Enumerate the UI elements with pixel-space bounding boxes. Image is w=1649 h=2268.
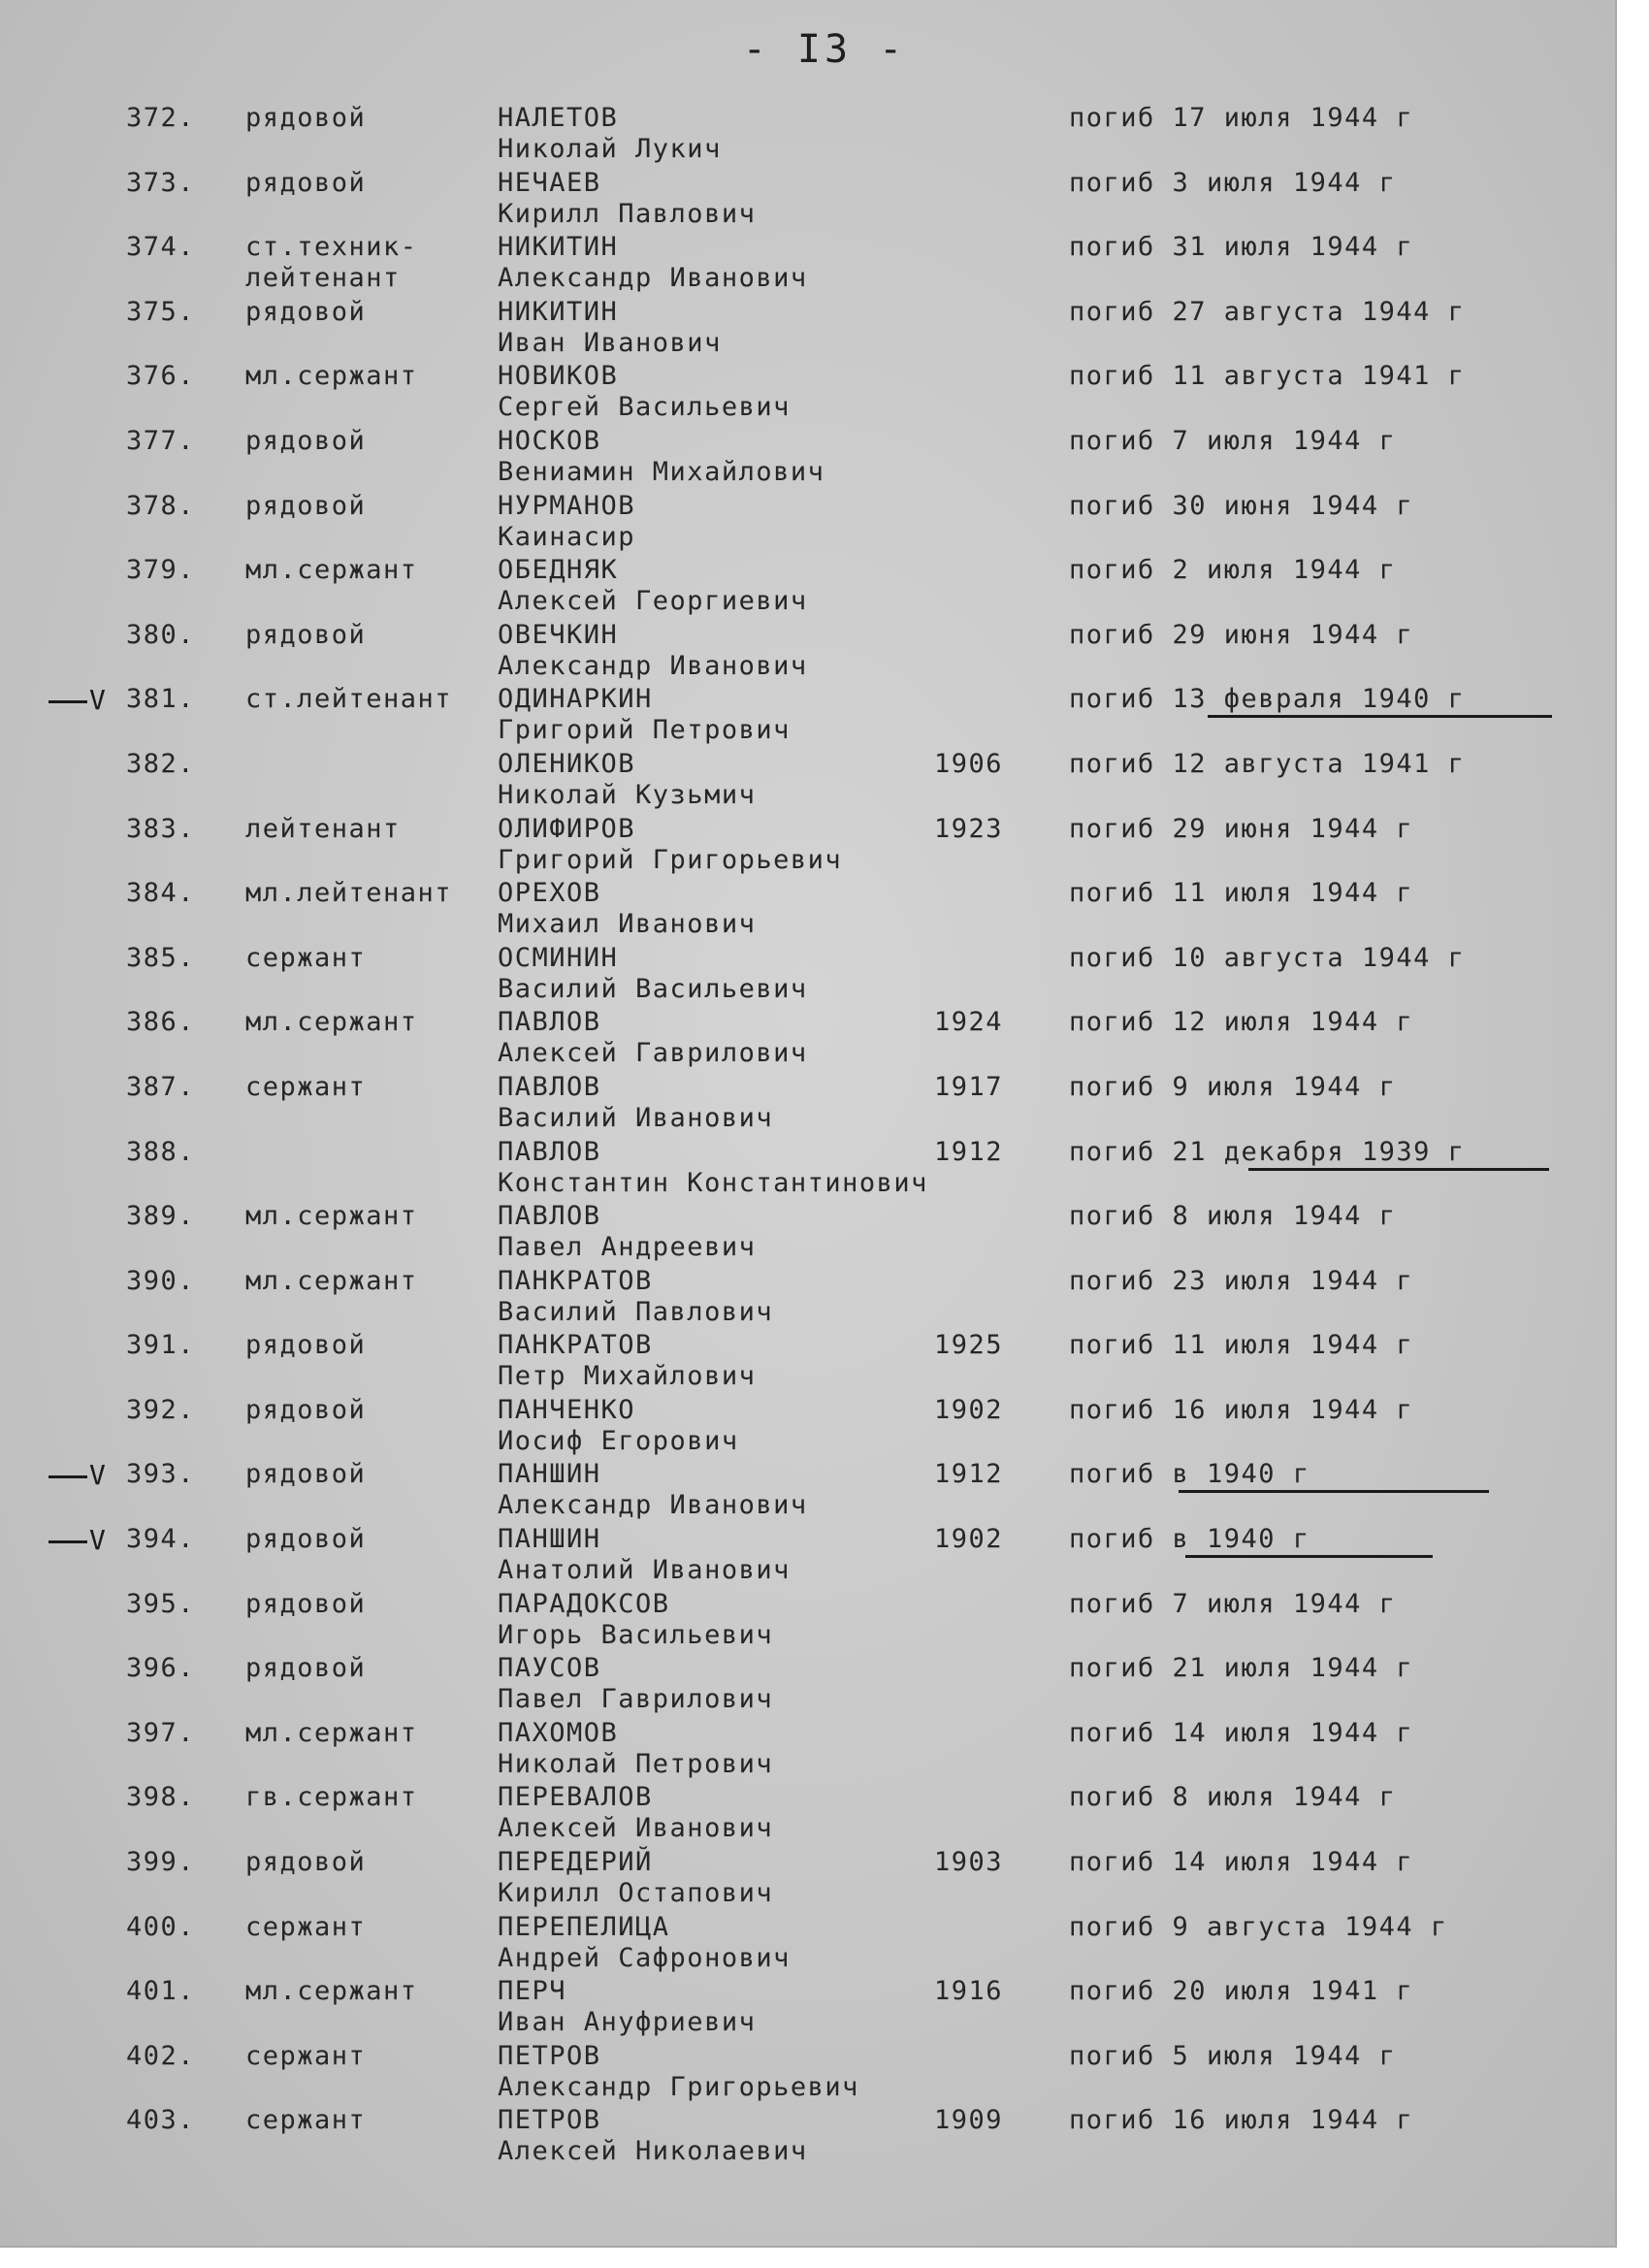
- record-num: 372.: [126, 103, 196, 133]
- record-rank: рядовой: [245, 1653, 367, 1684]
- record-fate: погиб 16 июля 1944 г: [1069, 1394, 1414, 1425]
- record-given: Павел Гаврилович: [498, 1684, 774, 1715]
- record-rank: рядовой: [245, 1588, 367, 1619]
- record-given: Петр Михайлович: [498, 1361, 757, 1392]
- record-surname: ПАУСОВ: [498, 1653, 601, 1684]
- record-num: 401.: [126, 1976, 196, 2007]
- list-item: [0, 1778, 1615, 1843]
- record-surname: ПЕТРОВ: [498, 2105, 601, 2136]
- record-year: 1924: [934, 1007, 1004, 1038]
- record-surname: ПАНШИН: [498, 1524, 601, 1555]
- record-num: 374.: [126, 232, 196, 263]
- record-fate: погиб 23 июля 1944 г: [1069, 1265, 1414, 1296]
- record-fate: погиб в 1940 г: [1069, 1524, 1310, 1555]
- record-fate: погиб 7 июля 1944 г: [1069, 425, 1397, 456]
- record-surname: ОДИНАРКИН: [498, 684, 653, 715]
- record-num: 378.: [126, 490, 196, 521]
- record-given: Василий Васильевич: [498, 973, 808, 1004]
- list-item: [0, 1197, 1615, 1262]
- record-rank: рядовой: [245, 1330, 367, 1361]
- record-given: Анатолий Иванович: [498, 1555, 791, 1586]
- list-item: [0, 1520, 1615, 1585]
- list-item: [0, 1003, 1615, 1068]
- record-given: Николай Лукич: [498, 134, 722, 164]
- list-item: [0, 2037, 1615, 2102]
- record-num: 373.: [126, 167, 196, 198]
- record-surname: ПАВЛОВ: [498, 1007, 601, 1038]
- record-rank: рядовой: [245, 296, 367, 327]
- record-given: Алексей Иванович: [498, 1813, 774, 1844]
- record-surname: ОВЕЧКИН: [498, 619, 619, 650]
- record-rank: мл.сержант: [245, 1976, 418, 2007]
- record-fate: погиб 5 июля 1944 г: [1069, 2040, 1397, 2071]
- record-given: Кирилл Остапович: [498, 1878, 774, 1909]
- record-surname: ОБЕДНЯК: [498, 555, 619, 586]
- record-given: Вениамин Михайлович: [498, 456, 825, 487]
- record-rank: рядовой: [245, 425, 367, 456]
- record-year: 1925: [934, 1330, 1004, 1361]
- record-fate: погиб 11 июля 1944 г: [1069, 878, 1414, 909]
- record-given: Павел Андреевич: [498, 1232, 757, 1263]
- record-num: 395.: [126, 1588, 196, 1619]
- record-rank: мл.сержант: [245, 361, 418, 392]
- record-given: Алексей Георгиевич: [498, 586, 808, 617]
- record-fate: погиб 2 июля 1944 г: [1069, 555, 1397, 586]
- record-fate: погиб 11 августа 1941 г: [1069, 361, 1466, 392]
- record-num: 383.: [126, 813, 196, 844]
- record-fate: погиб 12 августа 1941 г: [1069, 748, 1466, 779]
- record-surname: ОРЕХОВ: [498, 878, 601, 909]
- record-surname: ПЕРЧ: [498, 1976, 567, 2007]
- record-num: 403.: [126, 2105, 196, 2136]
- record-rank: мл.лейтенант: [245, 878, 453, 909]
- record-fate: погиб 16 июля 1944 г: [1069, 2105, 1414, 2136]
- handwritten-underline: [1248, 1168, 1549, 1171]
- record-num: 400.: [126, 1911, 196, 1942]
- record-num: 386.: [126, 1007, 196, 1038]
- record-rank: рядовой: [245, 619, 367, 650]
- list-item: [0, 2101, 1615, 2166]
- record-num: 393.: [126, 1459, 196, 1490]
- record-num: 382.: [126, 748, 196, 779]
- record-surname: ПАРАДОКСОВ: [498, 1588, 670, 1619]
- record-num: 379.: [126, 555, 196, 586]
- record-fate: погиб 10 августа 1944 г: [1069, 942, 1466, 973]
- record-rank: сержант: [245, 2040, 367, 2071]
- list-item: [0, 1714, 1615, 1779]
- record-surname: ОСМИНИН: [498, 942, 619, 973]
- record-fate: погиб 30 июня 1944 г: [1069, 490, 1414, 521]
- record-year: 1906: [934, 748, 1004, 779]
- record-surname: НОСКОВ: [498, 425, 601, 456]
- record-num: 398.: [126, 1782, 196, 1813]
- record-fate: погиб 11 июля 1944 г: [1069, 1330, 1414, 1361]
- record-surname: ПАНЧЕНКО: [498, 1394, 636, 1425]
- record-fate: погиб в 1940 г: [1069, 1459, 1310, 1490]
- record-fate: погиб 3 июля 1944 г: [1069, 167, 1397, 198]
- page-number: - I3 -: [742, 27, 907, 72]
- record-rank: ст.лейтенант: [245, 684, 453, 715]
- record-num: 387.: [126, 1071, 196, 1102]
- record-given: Григорий Григорьевич: [498, 844, 843, 875]
- record-given: Василий Иванович: [498, 1102, 774, 1133]
- check-mark-icon: V: [48, 1524, 107, 1556]
- record-fate: погиб 21 июля 1944 г: [1069, 1653, 1414, 1684]
- record-num: 390.: [126, 1265, 196, 1296]
- record-rank2: лейтенант: [245, 263, 401, 294]
- record-num: 399.: [126, 1847, 196, 1878]
- list-item: [0, 1391, 1615, 1456]
- record-num: 380.: [126, 619, 196, 650]
- record-rank: рядовой: [245, 103, 367, 133]
- record-rank: мл.сержант: [245, 1265, 418, 1296]
- record-rank: рядовой: [245, 1524, 367, 1555]
- record-given: Алексей Николаевич: [498, 2136, 808, 2167]
- record-year: 1912: [934, 1136, 1004, 1167]
- record-year: 1912: [934, 1459, 1004, 1490]
- record-rank: рядовой: [245, 1394, 367, 1425]
- record-rank: сержант: [245, 1911, 367, 1942]
- record-num: 384.: [126, 878, 196, 909]
- record-surname: ПАХОМОВ: [498, 1717, 619, 1748]
- record-given: Василий Павлович: [498, 1296, 774, 1327]
- list-item: [0, 939, 1615, 1004]
- list-item: [0, 1455, 1615, 1520]
- list-item: [0, 1133, 1615, 1198]
- record-given: Алексей Гаврилович: [498, 1038, 808, 1069]
- record-num: 392.: [126, 1394, 196, 1425]
- record-year: 1916: [934, 1976, 1004, 2007]
- list-item: [0, 616, 1615, 681]
- list-item: [0, 1262, 1615, 1327]
- record-surname: ПЕРЕВАЛОВ: [498, 1782, 653, 1813]
- list-item: [0, 1908, 1615, 1973]
- record-given: Каинасир: [498, 521, 636, 552]
- record-fate: погиб 14 июля 1944 г: [1069, 1717, 1414, 1748]
- record-num: 381.: [126, 684, 196, 715]
- handwritten-underline: [1179, 1490, 1489, 1493]
- record-num: 402.: [126, 2040, 196, 2071]
- list-item: [0, 810, 1615, 875]
- list-item: [0, 680, 1615, 745]
- record-given: Григорий Петрович: [498, 715, 791, 746]
- record-num: 388.: [126, 1136, 196, 1167]
- record-num: 391.: [126, 1330, 196, 1361]
- record-surname: ПАНШИН: [498, 1459, 601, 1490]
- list-item: [0, 487, 1615, 552]
- record-rank: сержант: [245, 942, 367, 973]
- record-rank: ст.техник-: [245, 232, 418, 263]
- record-year: 1923: [934, 813, 1004, 844]
- record-surname: НИКИТИН: [498, 232, 619, 263]
- record-rank: рядовой: [245, 167, 367, 198]
- list-item: [0, 874, 1615, 939]
- list-item: [0, 745, 1615, 810]
- record-given: Николай Кузьмич: [498, 779, 757, 810]
- record-surname: ПАНКРАТОВ: [498, 1330, 653, 1361]
- record-rank: мл.сержант: [245, 1201, 418, 1232]
- record-surname: ПАВЛОВ: [498, 1071, 601, 1102]
- record-given: Иван Ануфриевич: [498, 2007, 757, 2038]
- list-item: [0, 357, 1615, 422]
- list-item: [0, 1649, 1615, 1714]
- handwritten-underline: [1185, 1555, 1433, 1558]
- list-item: [0, 1843, 1615, 1908]
- list-item: [0, 99, 1615, 164]
- record-given: Иосиф Егорович: [498, 1425, 739, 1456]
- check-mark-icon: V: [48, 684, 107, 716]
- record-year: 1903: [934, 1847, 1004, 1878]
- handwritten-underline: [1208, 715, 1552, 718]
- record-fate: погиб 12 июля 1944 г: [1069, 1007, 1414, 1038]
- record-fate: погиб 29 июня 1944 г: [1069, 813, 1414, 844]
- record-num: 385.: [126, 942, 196, 973]
- list-item: [0, 1972, 1615, 2037]
- record-year: 1909: [934, 2105, 1004, 2136]
- list-item: [0, 1068, 1615, 1133]
- list-item: [0, 293, 1615, 358]
- record-given: Иван Иванович: [498, 327, 722, 358]
- record-year: 1902: [934, 1524, 1004, 1555]
- record-rank: сержант: [245, 2105, 367, 2136]
- record-fate: погиб 31 июля 1944 г: [1069, 232, 1414, 263]
- record-year: 1902: [934, 1394, 1004, 1425]
- record-surname: НАЛЕТОВ: [498, 103, 619, 133]
- check-mark-icon: V: [48, 1459, 107, 1491]
- record-given: Константин Константинович: [498, 1167, 928, 1198]
- record-fate: погиб 29 июня 1944 г: [1069, 619, 1414, 650]
- record-rank: рядовой: [245, 1459, 367, 1490]
- record-fate: погиб 27 августа 1944 г: [1069, 296, 1466, 327]
- record-fate: погиб 20 июля 1941 г: [1069, 1976, 1414, 2007]
- record-surname: ПАВЛОВ: [498, 1201, 601, 1232]
- record-given: Андрей Сафронович: [498, 1942, 791, 1973]
- record-surname: ПЕРЕДЕРИЙ: [498, 1847, 653, 1878]
- record-given: Михаил Иванович: [498, 909, 757, 940]
- record-fate: погиб 17 июля 1944 г: [1069, 103, 1414, 133]
- record-rank: лейтенант: [245, 813, 401, 844]
- record-rank: гв.сержант: [245, 1782, 418, 1813]
- record-rank: мл.сержант: [245, 1007, 418, 1038]
- record-num: 394.: [126, 1524, 196, 1555]
- record-fate: погиб 13 февраля 1940 г: [1069, 684, 1466, 715]
- record-given: Александр Иванович: [498, 263, 808, 294]
- record-fate: погиб 8 июля 1944 г: [1069, 1201, 1397, 1232]
- record-fate: погиб 9 июля 1944 г: [1069, 1071, 1397, 1102]
- record-fate: погиб 9 августа 1944 г: [1069, 1911, 1448, 1942]
- record-given: Александр Григорьевич: [498, 2071, 859, 2102]
- list-item: [0, 551, 1615, 616]
- record-given: Сергей Васильевич: [498, 392, 791, 423]
- casualty-list: [0, 99, 1615, 2166]
- list-item: [0, 228, 1615, 293]
- record-fate: погиб 7 июля 1944 г: [1069, 1588, 1397, 1619]
- record-surname: ПАНКРАТОВ: [498, 1265, 653, 1296]
- record-num: 397.: [126, 1717, 196, 1748]
- record-given: Кирилл Павлович: [498, 198, 757, 229]
- record-surname: НИКИТИН: [498, 296, 619, 327]
- record-given: Николай Петрович: [498, 1748, 774, 1779]
- record-num: 376.: [126, 361, 196, 392]
- record-surname: НУРМАНОВ: [498, 490, 636, 521]
- record-surname: НЕЧАЕВ: [498, 167, 601, 198]
- record-given: Александр Иванович: [498, 1490, 808, 1521]
- record-fate: погиб 21 декабря 1939 г: [1069, 1136, 1466, 1167]
- record-rank: сержант: [245, 1071, 367, 1102]
- record-num: 389.: [126, 1201, 196, 1232]
- record-rank: мл.сержант: [245, 555, 418, 586]
- record-surname: ПЕРЕПЕЛИЦА: [498, 1911, 670, 1942]
- record-given: Александр Иванович: [498, 650, 808, 681]
- record-surname: НОВИКОВ: [498, 361, 619, 392]
- record-surname: ПЕТРОВ: [498, 2040, 601, 2071]
- list-item: [0, 422, 1615, 487]
- record-surname: ОЛИФИРОВ: [498, 813, 636, 844]
- record-num: 396.: [126, 1653, 196, 1684]
- record-given: Игорь Васильевич: [498, 1619, 774, 1650]
- record-fate: погиб 14 июля 1944 г: [1069, 1847, 1414, 1878]
- record-year: 1917: [934, 1071, 1004, 1102]
- record-rank: мл.сержант: [245, 1717, 418, 1748]
- list-item: [0, 164, 1615, 229]
- record-fate: погиб 8 июля 1944 г: [1069, 1782, 1397, 1813]
- record-num: 377.: [126, 425, 196, 456]
- record-rank: рядовой: [245, 490, 367, 521]
- list-item: [0, 1326, 1615, 1391]
- record-surname: ПАВЛОВ: [498, 1136, 601, 1167]
- list-item: [0, 1585, 1615, 1650]
- record-surname: ОЛЕНИКОВ: [498, 748, 636, 779]
- record-rank: рядовой: [245, 1847, 367, 1878]
- record-num: 375.: [126, 296, 196, 327]
